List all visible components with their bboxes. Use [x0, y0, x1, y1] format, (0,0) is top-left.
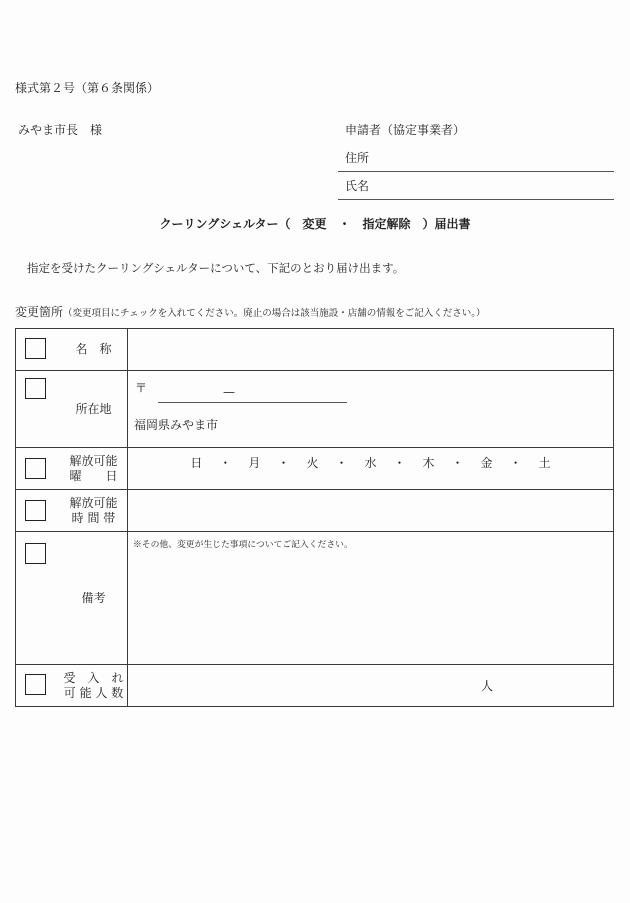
open-hours-input[interactable]	[128, 490, 613, 531]
row-label-capacity-line1: 受 入 れ	[63, 670, 124, 685]
applicant-name-label: 氏名	[345, 179, 370, 193]
row-label-location	[60, 371, 127, 447]
label-cell-capacity	[16, 665, 128, 706]
facility-name-input[interactable]	[128, 329, 613, 370]
day-option-sat[interactable]: 土	[538, 456, 551, 470]
capacity-input[interactable]	[128, 665, 613, 706]
row-label-remarks-text: 備考	[81, 590, 106, 605]
applicant-heading: 申請者（協定事業者）	[345, 123, 466, 137]
label-cell-remarks	[16, 532, 128, 664]
applicant-name-field[interactable]	[338, 174, 614, 200]
day-separator: ・	[509, 456, 522, 470]
intro-text: 指定を受けたクーリングシェルターについて、下記のとおり届け出ます。	[27, 261, 405, 275]
checkbox-capacity[interactable]	[25, 674, 46, 695]
day-option-wed[interactable]: 水	[364, 456, 377, 470]
addressee: みやま市長 様	[18, 123, 103, 137]
form-title: クーリングシェルター（ 変更 ・ 指定解除 ）届出書	[159, 217, 471, 231]
changes-label: 変更箇所	[15, 305, 64, 319]
checkbox-open-hours[interactable]	[25, 500, 46, 521]
day-option-fri[interactable]: 金	[480, 456, 493, 470]
changes-note: （変更項目にチェックを入れてください。廃止の場合は該当施設・店舗の情報をご記入ください。）	[63, 308, 486, 319]
row-label-open-days	[60, 448, 127, 489]
day-option-tue[interactable]: 火	[306, 456, 319, 470]
postal-mark-icon: 〒	[135, 381, 148, 395]
checkbox-remarks[interactable]	[25, 543, 46, 564]
changes-heading	[15, 305, 485, 321]
row-label-remarks	[60, 532, 127, 664]
row-label-open-hours	[60, 490, 127, 531]
value-cell-open-hours	[128, 490, 613, 531]
day-separator: ・	[451, 456, 464, 470]
value-cell-capacity	[128, 665, 613, 706]
row-label-location-text: 所在地	[75, 401, 112, 416]
change-items-table	[15, 328, 614, 707]
day-separator: ・	[277, 456, 290, 470]
checkbox-location[interactable]	[25, 378, 46, 399]
row-label-name	[60, 329, 127, 370]
value-cell-location	[128, 371, 613, 447]
table-row-location	[16, 371, 613, 448]
postal-code-field[interactable]	[158, 384, 347, 403]
row-label-name-text: 名 称	[75, 342, 112, 356]
day-separator: ・	[219, 456, 232, 470]
table-row-capacity	[16, 665, 613, 706]
row-label-open-hours-line1: 解放可能	[69, 495, 118, 510]
row-label-capacity-line2: 可 能 人 数	[63, 685, 124, 700]
table-row-open-days	[16, 448, 613, 490]
label-cell-open-hours	[16, 490, 128, 531]
checkbox-open-days[interactable]	[25, 458, 46, 479]
label-cell-open-days	[16, 448, 128, 489]
remarks-input[interactable]	[128, 556, 613, 664]
applicant-address-field[interactable]	[338, 146, 614, 172]
postal-code-dash: —	[223, 385, 235, 399]
value-cell-remarks	[128, 532, 613, 664]
day-separator: ・	[335, 456, 348, 470]
checkbox-name[interactable]	[25, 338, 46, 359]
label-cell-name	[16, 329, 128, 370]
address-prefix: 福岡県みやま市	[134, 418, 219, 432]
row-label-open-days-line2: 曜 日	[69, 468, 118, 483]
remarks-instruction: ※その他、変更が生じた事項についてご記入ください。	[133, 540, 353, 550]
day-option-thu[interactable]: 木	[422, 456, 435, 470]
table-row-name	[16, 329, 613, 371]
capacity-unit: 人	[481, 679, 494, 693]
day-option-sun[interactable]: 日	[190, 456, 203, 470]
day-separator: ・	[393, 456, 406, 470]
label-cell-location	[16, 371, 128, 447]
row-label-capacity	[60, 665, 127, 706]
value-cell-open-days	[128, 448, 613, 489]
table-row-open-hours	[16, 490, 613, 532]
row-label-open-hours-line2: 時 間 帯	[71, 510, 116, 525]
table-row-remarks	[16, 532, 613, 665]
day-option-mon[interactable]: 月	[248, 456, 261, 470]
form-number: 様式第２号（第６条関係）	[15, 81, 160, 95]
day-options	[128, 456, 613, 470]
applicant-address-label: 住所	[345, 151, 370, 165]
value-cell-name	[128, 329, 613, 370]
row-label-open-days-line1: 解放可能	[69, 453, 118, 468]
